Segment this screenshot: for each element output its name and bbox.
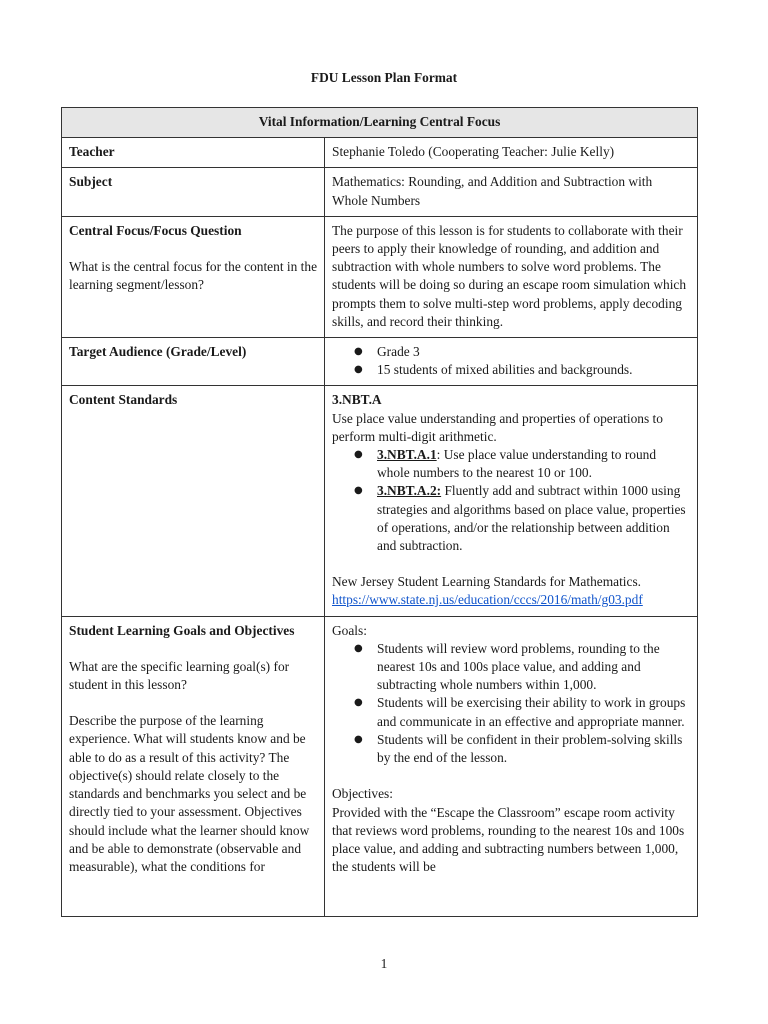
goals-label-cell bbox=[62, 616, 325, 916]
goals-prompt-1: What are the specific learning goal(s) for student in this lesson? bbox=[69, 658, 290, 693]
table-row-central-focus bbox=[62, 216, 698, 337]
list-item: ● Students will be confident in their problem-solving skills by the end of the lesson. bbox=[377, 731, 690, 767]
table-header: Vital Information/Learning Central Focus bbox=[62, 108, 698, 138]
central-focus-prompt: What is the central focus for the content in the learning segment/lesson? bbox=[69, 259, 318, 293]
lesson-plan-table bbox=[61, 107, 698, 917]
central-focus-cell bbox=[62, 216, 325, 337]
goals-label-wrap bbox=[69, 622, 317, 910]
standard-item-text: Fluently add and subtract within 1000 using strategies and algorithms based on place value, properties of operations, and/or the relationship between addition and subtraction. bbox=[377, 483, 686, 554]
standard-code: 3.NBT.A bbox=[332, 392, 382, 408]
list-item: ● Students will be exercising their ability to work in groups and communicate in an effective and appropriate manner. bbox=[377, 694, 690, 730]
objectives-text: Provided with the “Escape the Classroom” escape room activity that reviews word problems, rounding to the nearest 10s and 100s place value, and adding and subtracting numbers between 1,000, the students will be bbox=[332, 804, 685, 875]
teacher-label: Teacher bbox=[62, 138, 325, 168]
central-focus-label: Central Focus/Focus Question bbox=[69, 222, 242, 238]
page-number: 1 bbox=[380, 956, 388, 971]
target-audience-cell bbox=[325, 338, 698, 386]
page-title: FDU Lesson Plan Format bbox=[310, 70, 458, 85]
goals-value-cell bbox=[325, 616, 698, 916]
standards-list bbox=[332, 446, 690, 555]
table-row-teacher bbox=[62, 138, 698, 168]
list-item bbox=[377, 446, 690, 482]
subject-value: Mathematics: Rounding, and Addition and Subtraction with Whole Numbers bbox=[325, 168, 698, 216]
standards-link[interactable]: https://www.state.nj.us/education/cccs/2016/math/g03.pdf bbox=[332, 592, 643, 608]
list-item: ● 15 students of mixed abilities and backgrounds. bbox=[377, 361, 690, 379]
standard-item-sep: : bbox=[436, 447, 444, 463]
table-row-goals bbox=[62, 616, 698, 916]
objectives-heading: Objectives: bbox=[332, 786, 393, 802]
standard-item-text: Use place value understanding to round whole numbers to the nearest 10 or 100. bbox=[377, 447, 657, 481]
goals-value-wrap bbox=[332, 622, 690, 910]
target-audience-list bbox=[332, 343, 690, 379]
list-item bbox=[377, 482, 690, 555]
subject-label: Subject bbox=[62, 168, 325, 216]
table-row-subject bbox=[62, 168, 698, 216]
content-standards-label: Content Standards bbox=[62, 386, 325, 616]
table-header-row bbox=[62, 108, 698, 138]
goals-list bbox=[332, 640, 690, 767]
standard-description: Use place value understanding and properties of operations to perform multi-digit arithmetic. bbox=[332, 410, 663, 444]
central-focus-value: The purpose of this lesson is for students to collaborate with their peers to apply their knowledge of rounding, and addition and subtraction with whole numbers to solve word problems. The students will be doing so during an escape room simulation which prompts them to solve multi-step word problems, apply decoding skills, and record their thinking. bbox=[325, 216, 698, 337]
goals-prompt-2: Describe the purpose of the learning experience. What will students know and be able to do as a result of this activity? The objective(s) should relate closely to the standards and benchmarks you select and be directly tied to your assessment. Objectives should include what the learner should know and be able to demonstrate (observable and measurable), what the conditions for bbox=[69, 713, 310, 874]
target-audience-label: Target Audience (Grade/Level) bbox=[62, 338, 325, 386]
standard-item-code: 3.NBT.A.2: bbox=[377, 483, 442, 499]
list-item: ● Grade 3 bbox=[377, 343, 690, 361]
spacer bbox=[332, 555, 690, 573]
table-row-content-standards bbox=[62, 386, 698, 616]
spacer bbox=[332, 767, 690, 785]
teacher-value: Stephanie Toledo (Cooperating Teacher: Julie Kelly) bbox=[325, 138, 698, 168]
goals-heading: Goals: bbox=[332, 622, 367, 638]
list-item: ● Students will review word problems, rounding to the nearest 10s and 100s place value, and adding and subtracting whole numbers within 1,000. bbox=[377, 640, 690, 695]
content-standards-cell bbox=[325, 386, 698, 616]
standard-item-code: 3.NBT.A.1 bbox=[377, 447, 437, 463]
standards-source: New Jersey Student Learning Standards for Mathematics. bbox=[332, 574, 642, 590]
table-row-target-audience bbox=[62, 338, 698, 386]
goals-label: Student Learning Goals and Objectives bbox=[69, 622, 295, 638]
